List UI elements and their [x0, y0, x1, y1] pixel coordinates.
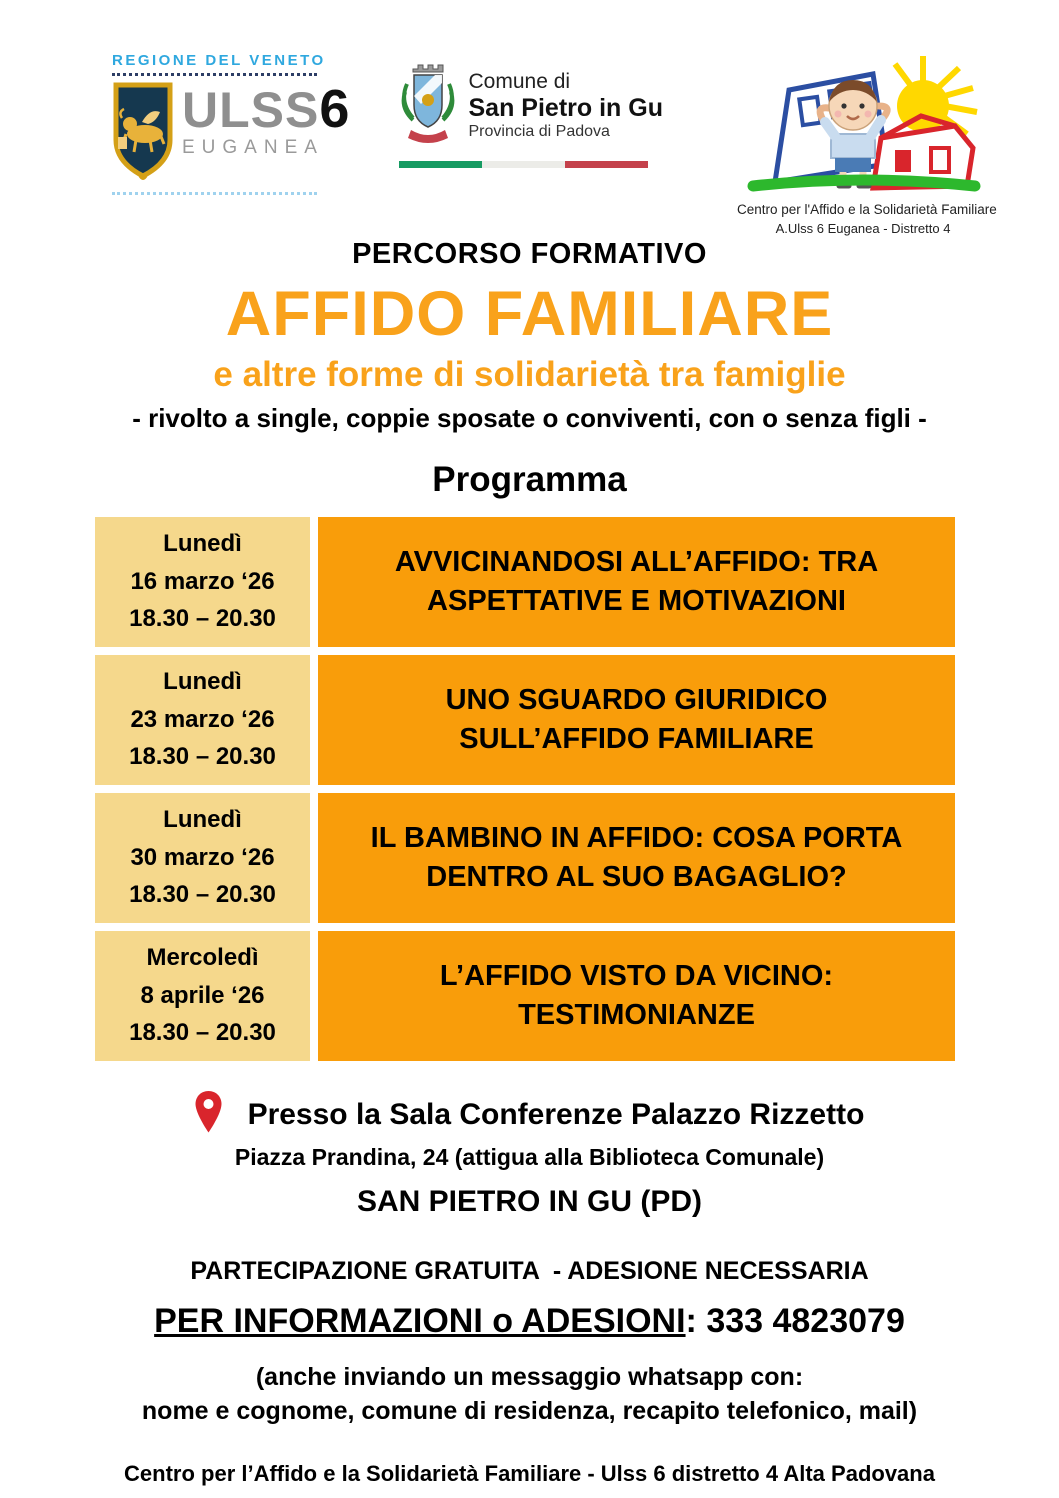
- contact-label: PER INFORMAZIONI o ADESIONI: [154, 1302, 686, 1341]
- ulss6-euganea-logo: [112, 52, 350, 195]
- session-3-topic: IL BAMBINO IN AFFIDO: COSA PORTA DENTRO AL SUO BAGAGLIO?: [318, 793, 955, 923]
- whatsapp-note: [0, 1361, 1059, 1429]
- session-day: Mercoledì: [146, 944, 259, 972]
- contact-line: [0, 1302, 1059, 1341]
- kicker-percorso-formativo: PERCORSO FORMATIVO: [352, 238, 707, 270]
- map-pin-icon: [195, 1091, 222, 1138]
- comune-name: San Pietro in Gu: [468, 94, 663, 122]
- page-title: AFFIDO FAMILIARE: [225, 279, 834, 349]
- audience-note: - rivolto a single, coppie sposate o conviventi, con o senza figli -: [132, 403, 927, 434]
- child-houses-sun-icon: [745, 181, 981, 198]
- session-date: 16 marzo ‘26: [130, 567, 275, 595]
- session-4-topic: L’AFFIDO VISTO DA VICINO: TESTIMONIANZE: [318, 931, 955, 1061]
- comune-san-pietro-logo: [399, 62, 661, 168]
- session-1-datetime: [95, 517, 310, 647]
- session-1-topic: AVVICINANDOSI ALL’AFFIDO: TRA ASPETTATIVE E MOTIVAZIONI: [318, 517, 955, 647]
- session-date: 30 marzo ‘26: [130, 843, 275, 871]
- ulss-number: 6: [319, 79, 350, 139]
- ulss-wordmark: ULSS: [182, 82, 320, 138]
- logo-header: [0, 0, 1059, 236]
- session-time: 18.30 – 20.30: [129, 881, 276, 909]
- comune-line1: Comune di: [468, 69, 571, 93]
- venue-address: Piazza Prandina, 24 (attigua alla Biblioteca Comunale): [234, 1144, 825, 1171]
- comune-crest-icon: [399, 62, 457, 149]
- centro-caption-line1: Centro per l'Affido e la Solidarietà Familiare: [737, 202, 997, 217]
- italian-flag-bar: [399, 161, 649, 168]
- session-date: 23 marzo ‘26: [130, 705, 275, 733]
- venue-name: Presso la Sala Conferenze Palazzo Rizzetto: [247, 1097, 865, 1131]
- session-2-topic: UNO SGUARDO GIURIDICO SULL’AFFIDO FAMILIARE: [318, 655, 955, 785]
- session-2-datetime: [95, 655, 310, 785]
- page-subtitle: e altre forme di solidarietà tra famiglie: [213, 355, 846, 395]
- veneto-lion-crest-icon: [112, 82, 174, 187]
- contact-phone: : 333 4823079: [685, 1302, 905, 1341]
- organization-footer: Centro per l’Affido e la Solidarietà Familiare - Ulss 6 distretto 4 Alta Padovana: [124, 1460, 935, 1486]
- session-day: Lunedì: [163, 668, 242, 696]
- session-4-datetime: [95, 931, 310, 1061]
- regione-veneto-label: REGIONE DEL VENETO: [112, 52, 326, 69]
- comune-province: Provincia di Padova: [468, 122, 610, 140]
- program-table: [95, 517, 1059, 1061]
- session-day: Lunedì: [163, 806, 242, 834]
- whatsapp-line1: (anche inviando un messaggio whatsapp con:: [255, 1363, 804, 1392]
- session-time: 18.30 – 20.30: [129, 1019, 276, 1047]
- session-3-datetime: [95, 793, 310, 923]
- venue-row: [0, 1091, 1059, 1138]
- session-time: 18.30 – 20.30: [129, 605, 276, 633]
- whatsapp-line2: nome e cognome, comune di residenza, recapito telefonico, mail): [141, 1396, 918, 1425]
- session-time: 18.30 – 20.30: [129, 743, 276, 771]
- centro-affido-logo: [737, 54, 997, 237]
- euganea-label: EUGANEA: [182, 137, 324, 158]
- venue-city: SAN PIETRO IN GU (PD): [356, 1185, 702, 1219]
- participation-note: PARTECIPAZIONE GRATUITA - ADESIONE NECESSARIA: [190, 1257, 869, 1286]
- centro-caption-line2: A.Ulss 6 Euganea - Distretto 4: [775, 220, 951, 236]
- session-date: 8 aprile ‘26: [140, 981, 265, 1009]
- program-heading: Programma: [432, 460, 627, 500]
- dotted-divider: [112, 192, 317, 195]
- dotted-divider: [112, 73, 317, 76]
- session-day: Lunedì: [163, 530, 242, 558]
